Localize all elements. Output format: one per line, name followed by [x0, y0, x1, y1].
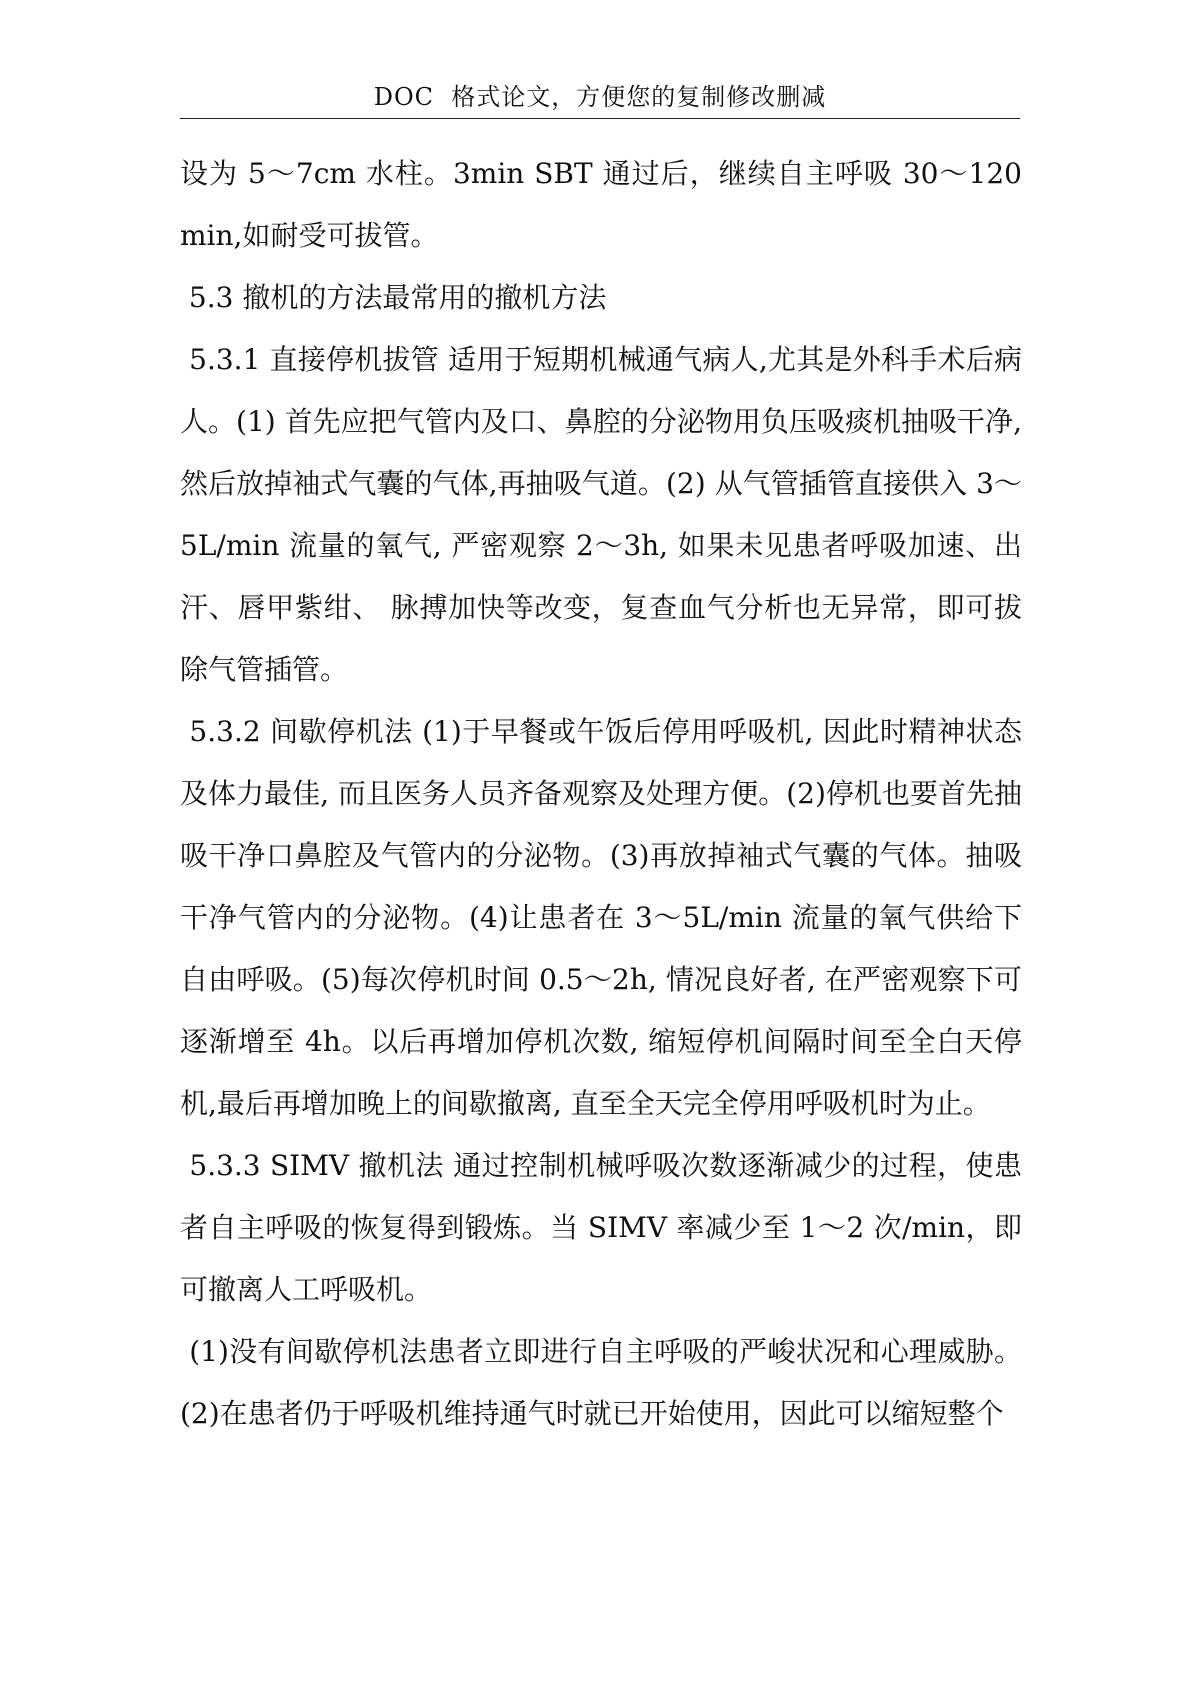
paragraph-5-3-3: 5.3.3 SIMV 撤机法 通过控制机械呼吸次数逐渐减少的过程，使患者自主呼吸的恢复得到锻炼。当 SIMV 率减少至 1～2 次/min，即可撤离人工呼吸机。: [180, 1149, 1022, 1306]
paragraph-5-3-2: 5.3.2 间歇停机法 (1)于早餐或午饭后停用呼吸机, 因此时精神状态及体力最佳, 而且医务人员齐备观察及处理方便。(2)停机也要首先抽吸干净口鼻腔及气管内的分泌物。(3)再放掉袖式气囊的气体。抽吸干净气管内的分泌物。(4)让患者在 3～5L/min 流量的氧气供给下自由呼吸。(5)每次停机时间 0.5～2h, 情况良好者, 在严密观察下可逐渐增至 4h。以后再增加停机次数, 缩短停机间隔时间至全白天停机,最后再增加晚上的间歇撤离, 直至全天完全停用呼吸机时为止。: [180, 715, 1022, 1120]
paragraph-sbt-continuation: 设为 5～7cm 水柱。3min SBT 通过后，继续自主呼吸 30～120min,如耐受可拔管。: [180, 157, 1022, 252]
paragraph-5-3-1: 5.3.1 直接停机拔管 适用于短期机械通气病人,尤其是外科手术后病人。(1) 首先应把气管内及口、鼻腔的分泌物用负压吸痰机抽吸干净, 然后放掉袖式气囊的气体,再抽吸气道。(2) 从气管插管直接供入 3～5L/min 流量的氧气, 严密观察 2～3h, 如果未见患者呼吸加速、出汗、唇甲紫绀、 脉搏加快等改变，复查血气分析也无异常，即可拔除气管插管。: [180, 343, 1031, 686]
paragraph-simv-advantages: (1)没有间歇停机法患者立即进行自主呼吸的严峻状况和心理威胁。(2)在患者仍于呼吸机维持通气时就已开始使用，因此可以缩短整个: [180, 1335, 1022, 1430]
section-heading-5-3: 5.3 撤机的方法最常用的撤机方法: [180, 281, 607, 314]
page-header: DOC 格式论文，方便您的复制修改删减: [373, 83, 827, 111]
header-divider: [180, 118, 1020, 119]
document-body: [180, 143, 1031, 1445]
